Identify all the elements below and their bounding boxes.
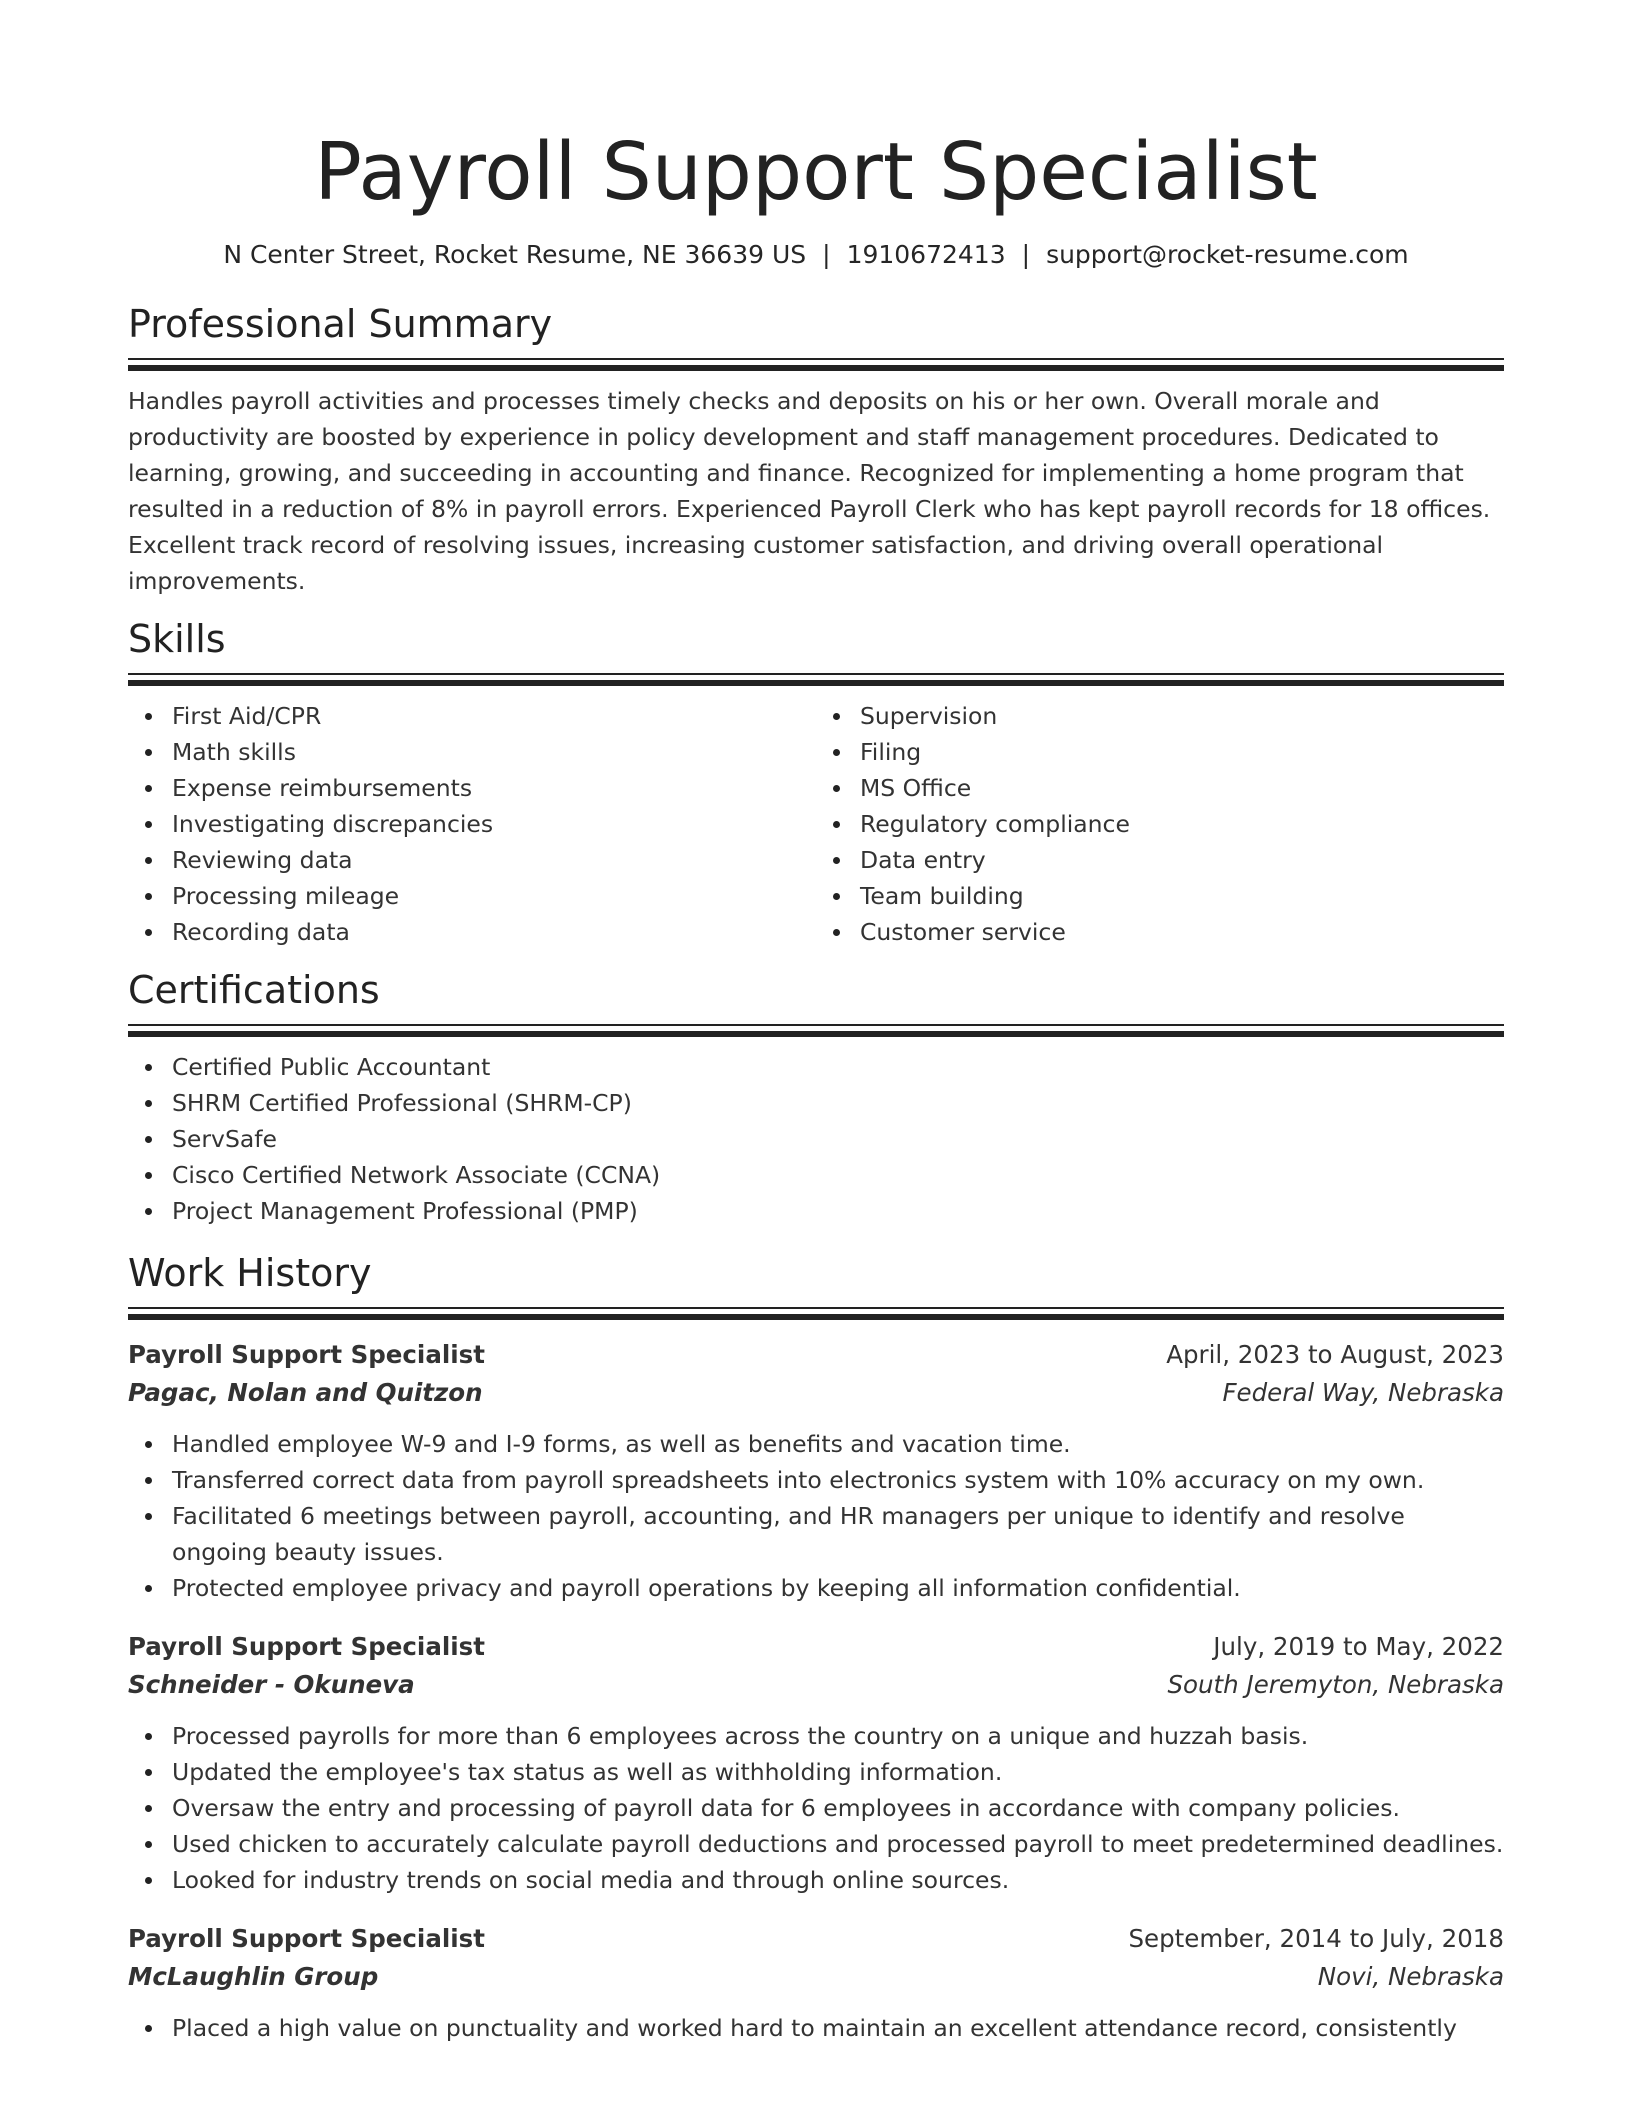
skill-item: Reviewing data [172,842,816,878]
job-subheader [128,1958,1504,1996]
job-dates: September, 2014 to July, 2018 [1128,1924,1504,1953]
skills-section [128,615,1504,950]
certification-item: Project Management Professional (PMP) [172,1193,1504,1229]
job-bullet: Updated the employee's tax status as well as withholding information. [172,1754,1504,1790]
job-bullet: Placed a high value on punctuality and worked hard to maintain an excellent attendance record, consistently [172,2010,1504,2046]
skills-left-list [128,698,816,950]
job-entry [128,1920,1504,2046]
job-bullet: Protected employee privacy and payroll operations by keeping all information confidential. [172,1570,1504,1606]
skills-grid [128,698,1504,950]
job-bullet: Facilitated 6 meetings between payroll, accounting, and HR managers per unique to identify and resolve ongoing beauty issues. [172,1498,1504,1570]
resume-name: Payroll Support Specialist [314,126,1318,218]
skill-item: First Aid/CPR [172,698,816,734]
skill-item: Investigating discrepancies [172,806,816,842]
job-company: McLaughlin Group [128,1962,379,1991]
summary-heading: Professional Summary [128,302,553,346]
resume-page [128,0,1504,2046]
skill-item: Processing mileage [172,878,816,914]
job-location: Novi, Nebraska [1317,1962,1504,1991]
job-location: Federal Way, Nebraska [1222,1378,1504,1407]
section-divider [128,1024,1504,1037]
skill-item: MS Office [860,770,1504,806]
job-title: Payroll Support Specialist [128,1340,485,1369]
work-history-heading: Work History [128,1251,372,1295]
certification-item: ServSafe [172,1121,1504,1157]
job-location: South Jeremyton, Nebraska [1167,1670,1504,1699]
job-bullet: Transferred correct data from payroll spreadsheets into electronics system with 10% accuracy on my own. [172,1462,1504,1498]
certifications-list [128,1049,1504,1229]
contact-line [128,238,1504,272]
skill-item: Regulatory compliance [860,806,1504,842]
job-entry [128,1336,1504,1606]
skill-item: Customer service [860,914,1504,950]
skill-item: Recording data [172,914,816,950]
job-title: Payroll Support Specialist [128,1632,485,1661]
job-title: Payroll Support Specialist [128,1924,485,1953]
job-subheader [128,1374,1504,1412]
job-header [128,1920,1504,1958]
contact-separator: | [1021,240,1031,269]
work-history-section [128,1249,1504,2046]
skill-item: Expense reimbursements [172,770,816,806]
contact-address: N Center Street, Rocket Resume, NE 36639 US [223,240,807,269]
job-entry [128,1628,1504,1898]
skill-item: Data entry [860,842,1504,878]
job-bullets [128,1718,1504,1898]
skill-item: Filing [860,734,1504,770]
job-company: Schneider - Okuneva [128,1670,415,1699]
job-bullet: Handled employee W-9 and I-9 forms, as well as benefits and vacation time. [172,1426,1504,1462]
job-subheader [128,1666,1504,1704]
section-divider [128,673,1504,686]
summary-section [128,300,1504,599]
skill-item: Team building [860,878,1504,914]
job-dates: April, 2023 to August, 2023 [1166,1340,1504,1369]
section-divider [128,1307,1504,1320]
job-company: Pagac, Nolan and Quitzon [128,1378,483,1407]
certification-item: Certified Public Accountant [172,1049,1504,1085]
certifications-section [128,966,1504,1229]
skill-item: Math skills [172,734,816,770]
summary-text: Handles payroll activities and processes timely checks and deposits on his or her own. Overall morale and productivity are boosted by experience in policy development and staff management procedures. Dedicated to learning, growing, and succeeding in accounting and finance. Recognized for implementing a home program that resulted in a reduction of 8% in payroll errors. Experienced Payroll Clerk who has kept payroll records for 18 offices. Excellent track record of resolving issues, increasing customer satisfaction, and driving overall operational improvements. [128,387,1491,595]
contact-phone: 1910672413 [846,240,1006,269]
certifications-heading: Certifications [128,968,380,1012]
section-divider [128,358,1504,371]
certification-item: Cisco Certified Network Associate (CCNA) [172,1157,1504,1193]
job-bullets [128,1426,1504,1606]
job-header [128,1336,1504,1374]
contact-separator: | [822,240,831,269]
job-bullet: Looked for industry trends on social media and through online sources. [172,1862,1504,1898]
job-bullet: Oversaw the entry and processing of payroll data for 6 employees in accordance with company policies. [172,1790,1504,1826]
contact-email: support@rocket-resume.com [1046,240,1409,269]
skill-item: Supervision [860,698,1504,734]
job-bullets [128,2010,1504,2046]
skills-right-list [816,698,1504,950]
certification-item: SHRM Certified Professional (SHRM-CP) [172,1085,1504,1121]
job-bullet: Used chicken to accurately calculate payroll deductions and processed payroll to meet predetermined deadlines. [172,1826,1504,1862]
job-header [128,1628,1504,1666]
job-dates: July, 2019 to May, 2022 [1213,1632,1504,1661]
job-bullet: Processed payrolls for more than 6 employees across the country on a unique and huzzah basis. [172,1718,1504,1754]
skills-heading: Skills [128,617,226,661]
